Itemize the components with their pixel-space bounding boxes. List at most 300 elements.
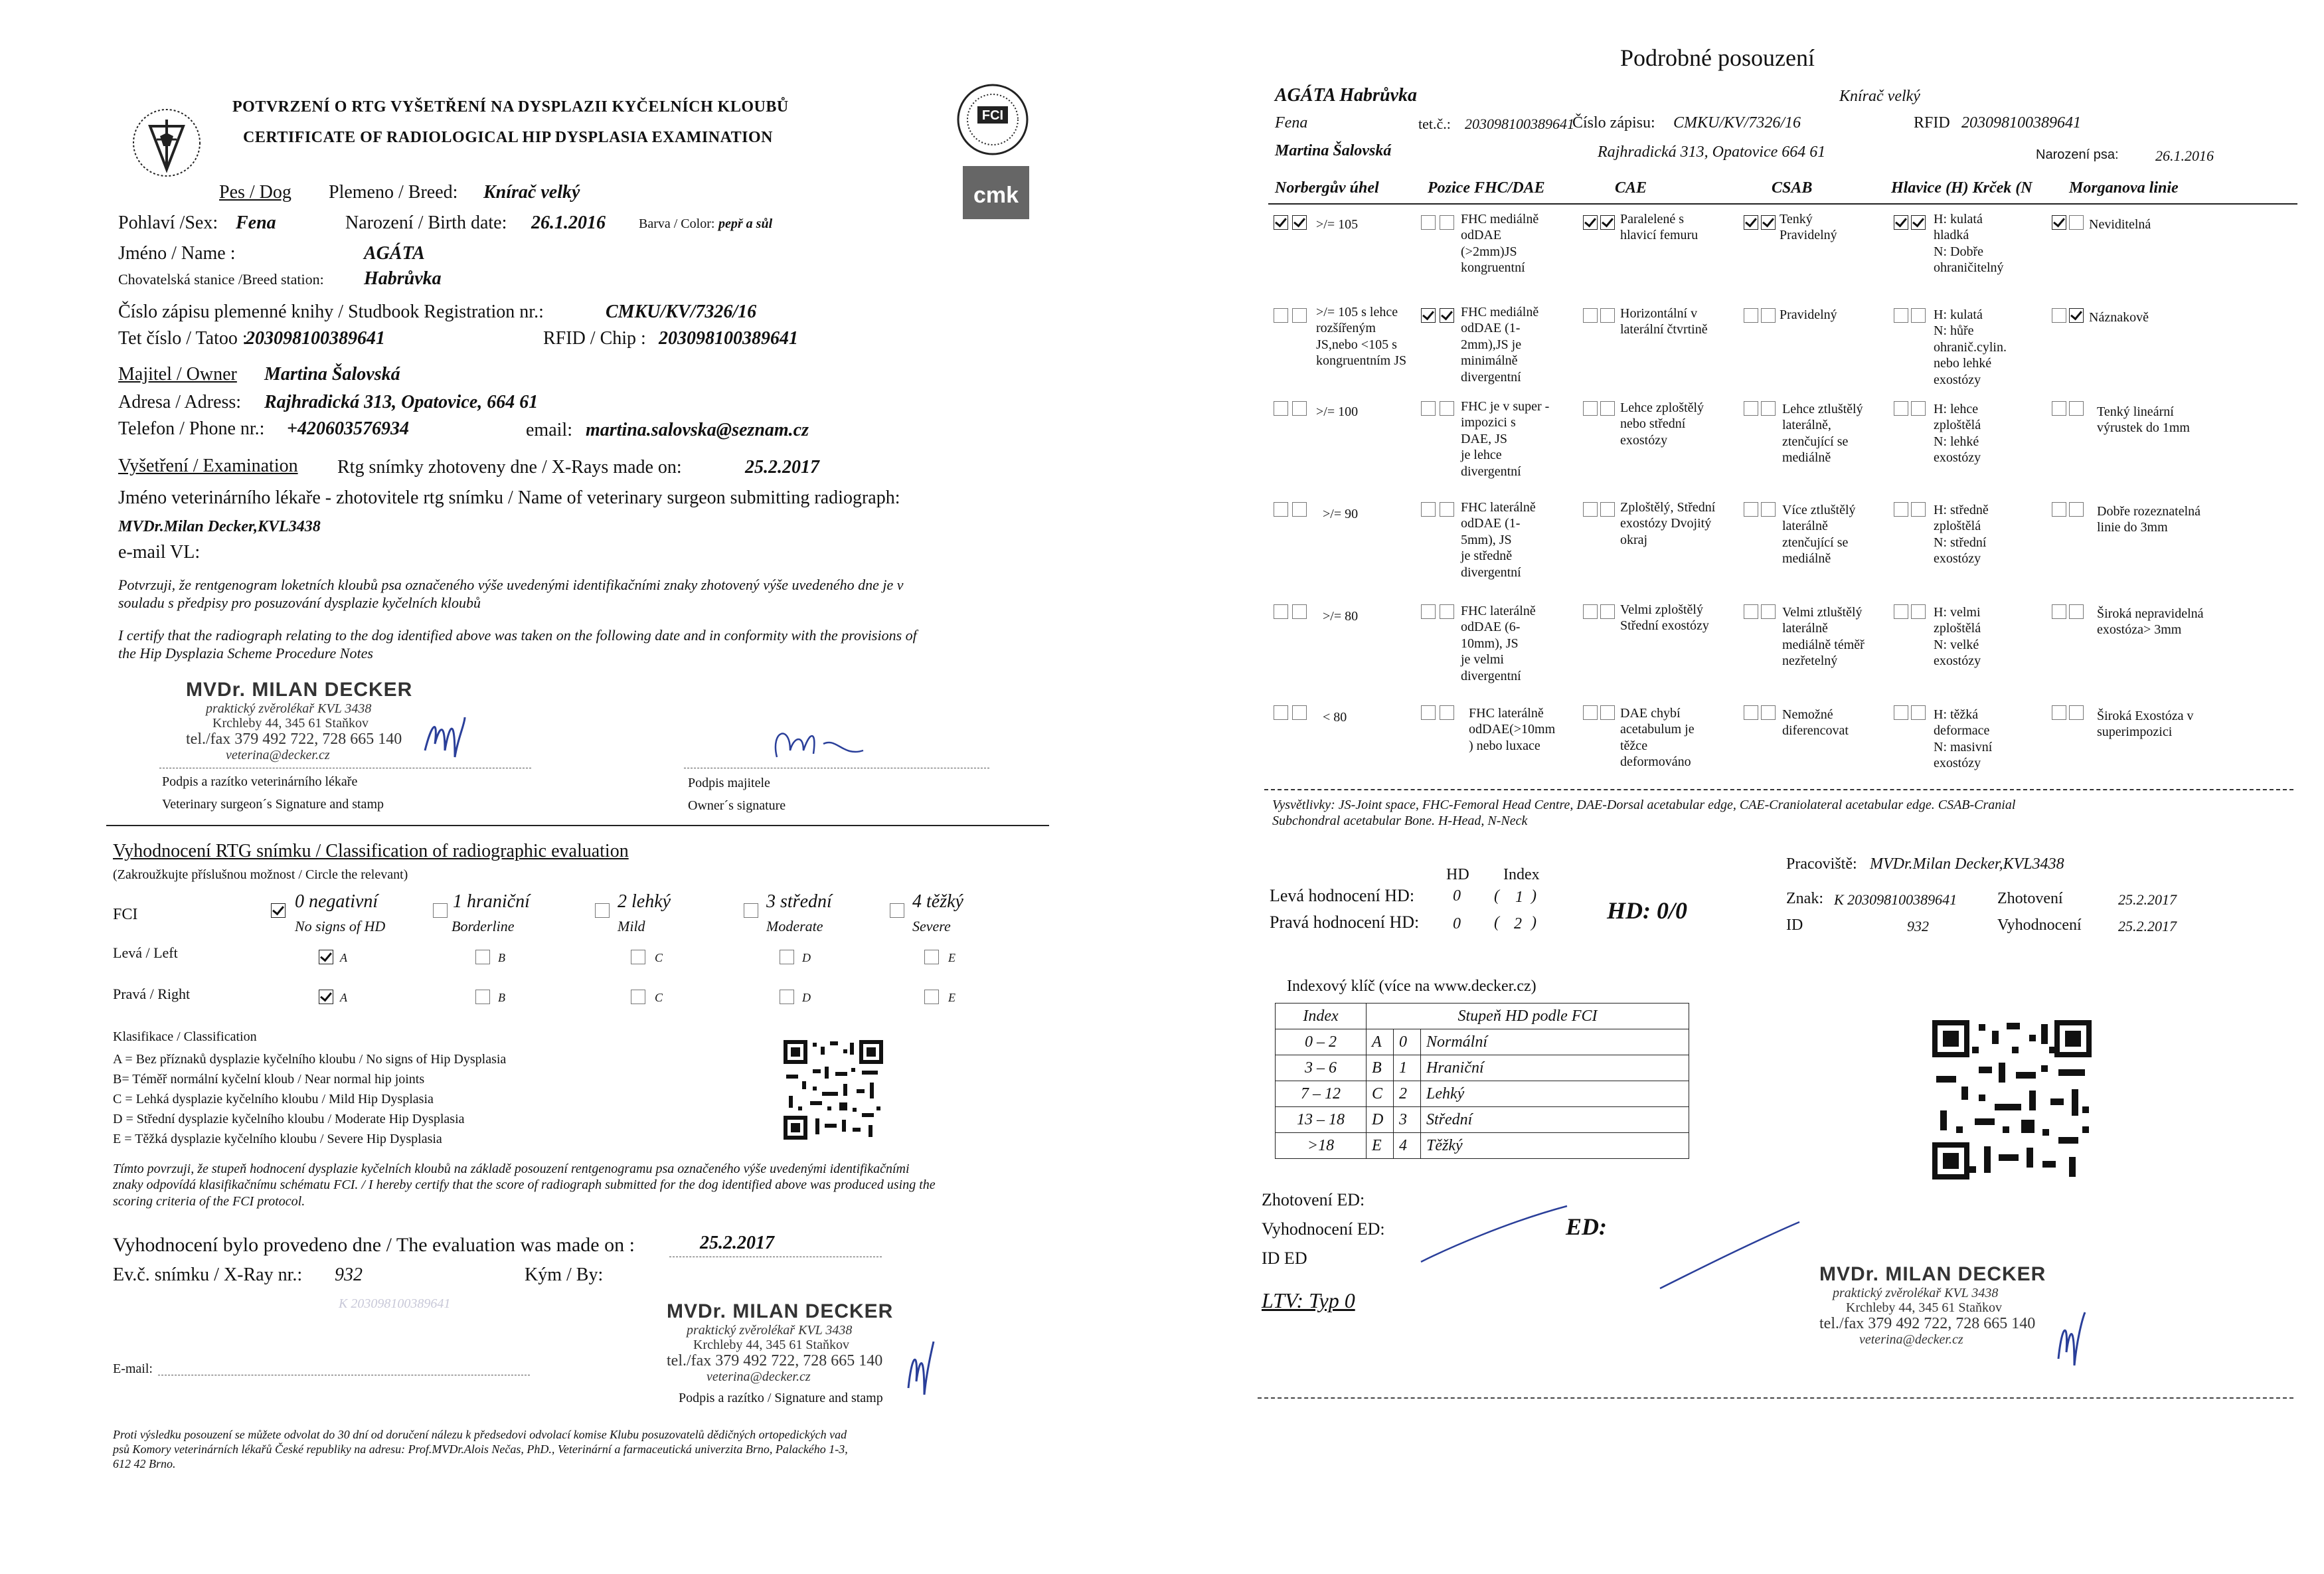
- right-index-value: 2: [1514, 915, 1522, 932]
- legend-rule: [1264, 789, 2293, 790]
- norberg-1-checkbox[interactable]: [1274, 604, 1288, 619]
- id-value: 932: [1907, 918, 1929, 934]
- grade-0-en: No signs of HD: [295, 918, 386, 934]
- phone-label: Telefon / Phone nr.:: [118, 418, 265, 439]
- workplace-label: Pracoviště:: [1786, 855, 1857, 873]
- left-mark-a: A: [340, 951, 347, 964]
- fhc-text: FHC laterálně odDAE(>10mm ) nebo luxace: [1469, 706, 1556, 753]
- vet-signature-right-icon: [2052, 1306, 2098, 1379]
- vet-label: Jméno veterinárního lékaře - zhotovitele rtg snímku / Name of veterinary surgeon submitting radiograph:: [118, 487, 900, 508]
- tet-label: tet.č.:: [1418, 116, 1451, 132]
- zhotoveni-label: Zhotovení: [1997, 890, 2063, 907]
- owner-sig-en: Owner´s signature: [688, 798, 786, 813]
- morgan-text: Tenký lineární výrustek do 1mm: [2097, 404, 2190, 436]
- col-fhc: Pozice FHC/DAE: [1428, 179, 1545, 197]
- vet-sig-cz: Podpis a razítko veterinárního lékaře: [162, 774, 358, 789]
- ltv-value: LTV: Typ 0: [1262, 1288, 1355, 1312]
- grade-2-cz: 2 lehký: [618, 891, 671, 912]
- fhc-1-checkbox[interactable]: [1421, 705, 1436, 720]
- fhc-2-checkbox[interactable]: [1440, 308, 1454, 323]
- col-head: Hlavice (H) Krček (N: [1891, 179, 2033, 197]
- left-mark-c: C: [655, 951, 663, 964]
- fci-label: FCI: [113, 906, 138, 923]
- fhc-text: FHC laterálně odDAE (6- 10mm), JS je velmi divergentní: [1461, 604, 1536, 683]
- table-cell: Normální: [1421, 1029, 1689, 1055]
- footer-appeal: Proti výsledku posouzení se můžete odvolat do 30 dní od doručení nálezu k předsedovi odvolací komise Klubu posuzovatelů dědičných ortopedických vad psů Komory veterinárních lékařů České republiky na adresu: Prof.MVDr.Alois Nečas, PhD., Veterinární a farmaceutická univerzita Brno, Palackého 1-3, 612 42 Brno.: [113, 1428, 848, 1470]
- vet-stamp-2: MVDr. MILAN DECKER praktický zvěrolékař KVL 3438 Krchleby 44, 345 61 Staňkov tel./fax 379 492 722, 728 665 140 veterina@decker.cz: [667, 1300, 894, 1385]
- studbook-label: Číslo zápisu plemenné knihy / Studbook Registration nr.:: [118, 302, 544, 322]
- header-rule: [1268, 203, 2297, 205]
- cae-text: Velmi zploštělý Střední exostózy: [1620, 602, 1709, 634]
- vet-stamp-right: MVDr. MILAN DECKER praktický zvěrolékař KVL 3438 Krchleby 44, 345 61 Staňkov tel./fax 379 492 722, 728 665 140 veterina@decker.cz: [1819, 1263, 2046, 1348]
- left-mark-e: E: [948, 951, 955, 964]
- table-cell: E: [1367, 1133, 1394, 1159]
- name-value: AGÁTA: [364, 243, 425, 264]
- vyhodnoceni-value: 25.2.2017: [2118, 918, 2177, 934]
- breed-label: Plemeno / Breed:: [329, 182, 458, 203]
- rfid-label-right: RFID: [1914, 114, 1950, 131]
- norberg-2-checkbox[interactable]: [1292, 401, 1307, 416]
- owner-address: Rajhradická 313, Opatovice 664 61: [1598, 143, 1826, 161]
- hd-header: HD: [1446, 866, 1469, 883]
- grade-3-cz: 3 střední: [766, 891, 832, 912]
- table-cell: 3: [1394, 1107, 1421, 1133]
- table-cell: C: [1367, 1081, 1394, 1107]
- fhc-2-checkbox[interactable]: [1440, 401, 1454, 416]
- faded-number: K 203098100389641: [339, 1296, 451, 1311]
- right-index-open: (: [1494, 914, 1499, 931]
- table-cell: 1: [1394, 1055, 1421, 1081]
- cae-1-checkbox[interactable]: [1583, 308, 1598, 323]
- grade-4-cz: 4 těžký: [912, 891, 963, 912]
- cae-text: Horizontální v laterální čtvrtině: [1620, 306, 1708, 337]
- owner-signature-icon: [764, 717, 883, 770]
- csab-1-checkbox[interactable]: [1744, 604, 1758, 619]
- morgan-text: Náznakově: [2089, 310, 2149, 325]
- left-mark-e-checkbox[interactable]: [924, 950, 939, 964]
- email-label: email:: [526, 420, 572, 440]
- col-cae: CAE: [1615, 179, 1647, 197]
- rfid-label: RFID / Chip :: [543, 328, 646, 349]
- owner-value: Martina Šalovská: [264, 364, 400, 385]
- tattoo-value: 203098100389641: [246, 328, 385, 349]
- head-2-checkbox[interactable]: [1911, 401, 1926, 416]
- cae-2-checkbox[interactable]: [1600, 401, 1615, 416]
- birth-label: Narození / Birth date:: [345, 213, 507, 233]
- phone-value: +420603576934: [287, 418, 409, 439]
- table-cell: D: [1367, 1107, 1394, 1133]
- fhc-1-checkbox[interactable]: [1421, 401, 1436, 416]
- left-mark-b-checkbox[interactable]: [475, 950, 490, 964]
- morgan-2-checkbox[interactable]: [2069, 502, 2084, 517]
- head-2-checkbox[interactable]: [1911, 705, 1926, 720]
- left-index-value: 1: [1515, 889, 1523, 906]
- fhc-2-checkbox[interactable]: [1440, 215, 1454, 230]
- cmku-logo-icon: [963, 166, 1029, 219]
- fhc-text: FHC mediálně odDAE (1- 2mm),JS je minimálně divergentní: [1461, 305, 1539, 385]
- fhc-2-checkbox[interactable]: [1440, 502, 1454, 517]
- morgan-2-checkbox[interactable]: [2069, 308, 2084, 323]
- csab-1-checkbox[interactable]: [1744, 308, 1758, 323]
- col-csab: CSAB: [1772, 179, 1813, 197]
- head-text: H: lehce zploštělá N: lehké exostózy: [1934, 402, 1981, 466]
- kvl-logo-icon: [130, 106, 203, 179]
- vet-stamp: MVDr. MILAN DECKER praktický zvěrolékař KVL 3438 Krchleby 44, 345 61 Staňkov tel./fax 379 492 722, 728 665 140 veterina@decker.cz: [186, 679, 413, 763]
- morgan-text: Široká Exostóza v superimpozici: [2097, 709, 2194, 740]
- sex-value: Fena: [236, 213, 276, 233]
- vet-signature-icon: [418, 704, 471, 770]
- email-value: martina.salovska@seznam.cz: [586, 420, 809, 440]
- table-cell: 0: [1394, 1029, 1421, 1055]
- left-mark-b: B: [498, 951, 505, 964]
- svg-text:cmk: cmk: [973, 183, 1019, 208]
- table-cell: 7 – 12: [1276, 1081, 1367, 1107]
- studbook-value-right: CMKU/KV/7326/16: [1673, 114, 1801, 131]
- table-cell: 4: [1394, 1133, 1421, 1159]
- xray-nr-value: 932: [335, 1265, 363, 1285]
- exam-section-label: Vyšetření / Examination: [118, 456, 298, 476]
- address-label: Adresa / Adress:: [118, 392, 242, 412]
- xray-date-label: Rtg snímky zhotoveny dne / X-Rays made on:: [337, 457, 682, 478]
- id-ed-label: ID ED: [1262, 1249, 1307, 1268]
- norberg-1-checkbox[interactable]: [1274, 401, 1288, 416]
- left-mark-d: D: [802, 951, 811, 964]
- tet-value: 203098100389641: [1465, 116, 1574, 132]
- norberg-2-checkbox[interactable]: [1292, 308, 1307, 323]
- email2-label: E-mail:: [113, 1361, 153, 1376]
- csab-text: Lehce ztluštělý laterálně, ztenčující se mediálně: [1782, 402, 1863, 466]
- hd-total: HD: 0/0: [1607, 897, 1687, 924]
- table-cell: 13 – 18: [1276, 1107, 1367, 1133]
- cae-2-checkbox[interactable]: [1600, 308, 1615, 323]
- grade-2-checkbox[interactable]: [595, 903, 610, 918]
- csab-text: Nemožné diferencovat: [1782, 707, 1849, 739]
- eval-date-label: Vyhodnocení bylo provedeno dne / The evaluation was made on :: [113, 1234, 635, 1256]
- dog-sex: Fena: [1275, 114, 1308, 131]
- norberg-1-checkbox[interactable]: [1274, 215, 1288, 230]
- fhc-1-checkbox[interactable]: [1421, 215, 1436, 230]
- ed-strikethrough-icon: [1408, 1202, 1806, 1295]
- morgan-2-checkbox[interactable]: [2069, 604, 2084, 619]
- grade-header-cell: Stupeň HD podle FCI: [1367, 1004, 1689, 1029]
- studbook-value: CMKU/KV/7326/16: [606, 302, 757, 322]
- znak-value: K 203098100389641: [1834, 891, 1957, 908]
- grade-1-en: Borderline: [452, 918, 515, 934]
- table-row: [1276, 1133, 1689, 1159]
- table-cell: 0 – 2: [1276, 1029, 1367, 1055]
- head-text: H: kulatá N: hůře ohranič.cylin. nebo lehké exostózy: [1934, 307, 2007, 387]
- email-vl-label: e-mail VL:: [118, 542, 201, 563]
- cae-2-checkbox[interactable]: [1600, 502, 1615, 517]
- xray-nr-label: Ev.č. snímku / X-Ray nr.:: [113, 1265, 303, 1285]
- xray-date-value: 25.2.2017: [745, 457, 819, 478]
- right-mark-a-checkbox[interactable]: [319, 990, 333, 1004]
- znak-label: Znak:: [1786, 890, 1823, 907]
- qr-code-right-icon: [1932, 1020, 2092, 1180]
- morgan-1-checkbox[interactable]: [2052, 705, 2066, 720]
- workplace-value: MVDr.Milan Decker,KVL3438: [1870, 855, 2064, 873]
- head-1-checkbox[interactable]: [1894, 705, 1908, 720]
- cae-text: DAE chybí acetabulum je těžce deformováno: [1620, 706, 1695, 770]
- col-norberg: Norbergův úhel: [1275, 179, 1379, 197]
- index-key-table: [1275, 1003, 1689, 1159]
- circle-note: (Zakroužkujte příslušnou možnost / Circle the relevant): [113, 867, 408, 882]
- grade-4-checkbox[interactable]: [890, 903, 904, 918]
- left-hd-value: 0: [1453, 887, 1461, 905]
- legend-text: Vysvětlivky: JS-Joint space, FHC-Femoral Head Centre, DAE-Dorsal acetabular edge, CAE-Craniolateral acetabular edge. CSAB-Cranial Subchondral acetabular Bone. H-Head, N-Neck: [1272, 798, 2016, 829]
- right-mark-c-checkbox[interactable]: [631, 990, 645, 1004]
- title-cz: POTVRZENÍ O RTG VYŠETŘENÍ NA DYSPLAZII KYČELNÍCH KLOUBŮ: [232, 98, 789, 116]
- right-mark-c: C: [655, 991, 663, 1004]
- head-text: H: těžká deformace N: masivní exostózy: [1934, 707, 1993, 771]
- right-mark-b: B: [498, 991, 505, 1004]
- norberg-text: >/= 90: [1323, 507, 1359, 521]
- norberg-1-checkbox[interactable]: [1274, 705, 1288, 720]
- csab-1-checkbox[interactable]: [1744, 502, 1758, 517]
- birth-value: 26.1.2016: [531, 213, 606, 233]
- csab-2-checkbox[interactable]: [1761, 502, 1776, 517]
- table-cell: Těžký: [1421, 1133, 1689, 1159]
- studbook-label-right: Číslo zápisu:: [1572, 114, 1655, 131]
- csab-text: Pravidelný: [1780, 307, 1837, 322]
- cae-1-checkbox[interactable]: [1583, 705, 1598, 720]
- head-2-checkbox[interactable]: [1911, 604, 1926, 619]
- grade-1-cz: 1 hraniční: [453, 891, 530, 912]
- csab-1-checkbox[interactable]: [1744, 401, 1758, 416]
- norberg-text: >/= 105 s lehce rozšířeným JS,nebo <105 s kongruentním JS: [1316, 305, 1407, 369]
- right-side-label: Pravá / Right: [113, 986, 191, 1002]
- table-row: [1276, 1055, 1689, 1081]
- owner-sig-cz: Podpis majitele: [688, 776, 770, 790]
- norberg-1-checkbox[interactable]: [1274, 308, 1288, 323]
- left-mark-a-checkbox[interactable]: [319, 950, 333, 964]
- vet-value: MVDr.Milan Decker,KVL3438: [118, 518, 321, 535]
- grade-3-en: Moderate: [766, 918, 823, 934]
- cae-2-checkbox[interactable]: [1600, 604, 1615, 619]
- norberg-2-checkbox[interactable]: [1292, 604, 1307, 619]
- eval-date-value: 25.2.2017: [700, 1233, 774, 1253]
- norberg-1-checkbox[interactable]: [1274, 502, 1288, 517]
- head-2-checkbox[interactable]: [1911, 308, 1926, 323]
- right-mark-a: A: [340, 991, 347, 1004]
- grade-0-cz: 0 negativní: [295, 891, 378, 912]
- csab-2-checkbox[interactable]: [1761, 604, 1776, 619]
- morgan-1-checkbox[interactable]: [2052, 215, 2066, 230]
- fhc-2-checkbox[interactable]: [1440, 604, 1454, 619]
- by-label: Kým / By:: [525, 1265, 604, 1285]
- left-hd-label: Levá hodnocení HD:: [1270, 886, 1415, 905]
- table-cell: 2: [1394, 1081, 1421, 1107]
- birth-label-right: Narození psa:: [2036, 147, 2119, 162]
- rfid-value: 203098100389641: [659, 328, 798, 349]
- cae-2-checkbox[interactable]: [1600, 705, 1615, 720]
- right-mark-b-checkbox[interactable]: [475, 990, 490, 1004]
- head-1-checkbox[interactable]: [1894, 502, 1908, 517]
- norberg-text: >/= 80: [1323, 609, 1359, 624]
- owner-section-label: Majitel / Owner: [118, 364, 237, 385]
- head-1-checkbox[interactable]: [1894, 215, 1908, 230]
- index-table-header: [1276, 1004, 1689, 1029]
- table-cell: A: [1367, 1029, 1394, 1055]
- certify-text: Tímto povrzuji, že stupeň hodnocení dysplazie kyčelních kloubů na základě posouzení rentgenogramu psa označeného výše uvedenými identifikačními znaky odpovídá klasifikačnímu schématu FCI. / I hereby certify that the score of radiograph submitted for the dog identified above was produced using the scoring criteria of the FCI protocol.: [113, 1162, 936, 1209]
- bottom-rule: [1258, 1397, 2293, 1399]
- table-cell: B: [1367, 1055, 1394, 1081]
- norberg-2-checkbox[interactable]: [1292, 705, 1307, 720]
- norberg-text: >/= 105: [1316, 217, 1359, 232]
- cae-1-checkbox[interactable]: [1583, 604, 1598, 619]
- dog-breed: Knírač velký: [1839, 88, 1920, 105]
- cae-1-checkbox[interactable]: [1583, 401, 1598, 416]
- csab-1-checkbox[interactable]: [1744, 215, 1758, 230]
- qr-code-icon: [784, 1040, 883, 1140]
- right-index-close: ): [1531, 914, 1536, 931]
- classification-line: A = Bez příznaků dysplazie kyčelního kloubu / No signs of Hip Dysplasia: [113, 1052, 507, 1067]
- fhc-2-checkbox[interactable]: [1440, 705, 1454, 720]
- head-text: H: středně zploštělá N: střední exostózy: [1934, 503, 1989, 567]
- grade-3-checkbox[interactable]: [744, 903, 758, 918]
- ed-label: ED:: [1566, 1213, 1607, 1240]
- left-side-label: Levá / Left: [113, 944, 178, 961]
- cae-1-checkbox[interactable]: [1583, 215, 1598, 230]
- morgan-2-checkbox[interactable]: [2069, 705, 2084, 720]
- breed-value: Knírač velký: [483, 182, 580, 203]
- vet-sig-en: Veterinary surgeon´s Signature and stamp: [162, 797, 384, 812]
- vet-signature-2-icon: [902, 1335, 942, 1408]
- csab-1-checkbox[interactable]: [1744, 705, 1758, 720]
- dog-section-label: Pes / Dog: [219, 182, 291, 203]
- morgan-1-checkbox[interactable]: [2052, 604, 2066, 619]
- csab-2-checkbox[interactable]: [1761, 308, 1776, 323]
- confirm-en: I certify that the radiograph relating to the dog identified above was taken on the following date and in conformity with the provisions of the Hip Dysplazia Scheme Procedure Notes: [118, 627, 917, 661]
- fhc-text: FHC je v super - impozici s DAE, JS je lehce divergentní: [1461, 399, 1550, 479]
- classification-line: C = Lehká dysplazie kyčelního kloubu / Mild Hip Dysplasia: [113, 1092, 434, 1106]
- table-cell: Lehký: [1421, 1081, 1689, 1107]
- zhotoveni-value: 25.2.2017: [2118, 891, 2177, 908]
- morgan-1-checkbox[interactable]: [2052, 502, 2066, 517]
- table-row: [1276, 1081, 1689, 1107]
- head-1-checkbox[interactable]: [1894, 401, 1908, 416]
- norberg-2-checkbox[interactable]: [1292, 215, 1307, 230]
- table-cell: >18: [1276, 1133, 1367, 1159]
- norberg-text: < 80: [1323, 710, 1347, 725]
- morgan-text: Dobře rozeznatelná linie do 3mm: [2097, 504, 2201, 535]
- svg-text:FCI: FCI: [981, 108, 1004, 123]
- address-value: Rajhradická 313, Opatovice, 664 61: [264, 392, 539, 412]
- fhc-text: FHC laterálně odDAE (1- 5mm), JS je středně divergentní: [1461, 500, 1536, 580]
- sex-label: Pohlaví /Sex:: [118, 213, 218, 233]
- dog-name: AGÁTA Habrůvka: [1275, 85, 1417, 106]
- right-hd-label: Pravá hodnocení HD:: [1270, 913, 1420, 932]
- fci-logo-icon: [956, 80, 1029, 159]
- head-2-checkbox[interactable]: [1911, 502, 1926, 517]
- morgan-1-checkbox[interactable]: [2052, 401, 2066, 416]
- csab-2-checkbox[interactable]: [1761, 705, 1776, 720]
- csab-2-checkbox[interactable]: [1761, 215, 1776, 230]
- table-cell: Hraniční: [1421, 1055, 1689, 1081]
- section-divider: [106, 825, 1049, 826]
- name-label: Jméno / Name :: [118, 243, 236, 264]
- cae-1-checkbox[interactable]: [1583, 502, 1598, 517]
- index-header: Index: [1503, 866, 1540, 883]
- classification-line: E = Těžká dysplazie kyčelního kloubu / Severe Hip Dysplasia: [113, 1132, 442, 1146]
- norberg-2-checkbox[interactable]: [1292, 502, 1307, 517]
- table-row: [1276, 1107, 1689, 1133]
- norberg-text: >/= 100: [1316, 404, 1359, 419]
- right-mark-d: D: [802, 991, 811, 1004]
- morgan-2-checkbox[interactable]: [2069, 215, 2084, 230]
- head-2-checkbox[interactable]: [1911, 215, 1926, 230]
- cae-text: Lehce zploštělý nebo střední exostózy: [1620, 400, 1704, 448]
- color-value: pepř a sůl: [718, 217, 773, 231]
- cae-text: Paralelené s hlavicí femuru: [1620, 212, 1699, 243]
- station-label: Chovatelská stanice /Breed station:: [118, 271, 324, 288]
- morgan-2-checkbox[interactable]: [2069, 401, 2084, 416]
- table-cell: 3 – 6: [1276, 1055, 1367, 1081]
- tattoo-label: Tet číslo / Tatoo :: [118, 328, 248, 349]
- col-morgan: Morganova linie: [2069, 179, 2179, 197]
- csab-text: Velmi ztluštělý laterálně mediálně téměř nezřetelný: [1782, 605, 1865, 669]
- head-1-checkbox[interactable]: [1894, 604, 1908, 619]
- head-text: H: velmi zploštělá N: velké exostózy: [1934, 605, 1981, 669]
- grade-2-en: Mild: [618, 918, 645, 934]
- csab-text: Tenký Pravidelný: [1780, 212, 1837, 243]
- owner-name: Martina Šalovská: [1275, 142, 1392, 159]
- station-value: Habrůvka: [364, 268, 442, 289]
- head-1-checkbox[interactable]: [1894, 308, 1908, 323]
- fhc-text: FHC mediálně odDAE (>2mm)JS kongruentní: [1461, 212, 1539, 276]
- morgan-text: Široká nepravidelná exostóza> 3mm: [2097, 606, 2204, 638]
- vyhodnoceni-label: Vyhodnocení: [1997, 917, 2082, 934]
- classification-line: B= Téměř normální kyčelní kloub / Near normal hip joints: [113, 1072, 425, 1087]
- eval-section-label: Vyhodnocení RTG snímku / Classification of radiographic evaluation: [113, 841, 629, 861]
- index-header-cell: Index: [1276, 1004, 1367, 1029]
- fhc-1-checkbox[interactable]: [1421, 308, 1436, 323]
- right-hd-value: 0: [1453, 915, 1461, 932]
- left-mark-d-checkbox[interactable]: [780, 950, 794, 964]
- stamp-signature-label: Podpis a razítko / Signature and stamp: [679, 1391, 883, 1405]
- left-index-close: ): [1531, 887, 1536, 905]
- classification-title: Klasifikace / Classification: [113, 1029, 257, 1044]
- rfid-value-right: 203098100389641: [1961, 114, 2081, 131]
- index-key-title: Indexový klíč (více na www.decker.cz): [1287, 978, 1536, 995]
- table-row: [1276, 1029, 1689, 1055]
- head-text: H: kulatá hladká N: Dobře ohraničitelný: [1934, 212, 2004, 276]
- fhc-1-checkbox[interactable]: [1421, 604, 1436, 619]
- id-label: ID: [1786, 917, 1803, 934]
- left-index-open: (: [1494, 887, 1499, 905]
- ed-made-label: Zhotovení ED:: [1262, 1190, 1365, 1209]
- morgan-1-checkbox[interactable]: [2052, 308, 2066, 323]
- right-mark-e-checkbox[interactable]: [924, 990, 939, 1004]
- assessment-title: Podrobné posouzení: [1620, 44, 1815, 71]
- color-label: Barva / Color:: [639, 217, 715, 231]
- confirm-cz: Potvrzuji, že rentgenogram loketních kloubů psa označeného výše uvedenými identifikačními znaky zhotovený výše uvedeného dne je v souladu s předpisy pro posuzování dysplazie kyčelních kloubů: [118, 576, 904, 611]
- cae-2-checkbox[interactable]: [1600, 215, 1615, 230]
- fhc-1-checkbox[interactable]: [1421, 502, 1436, 517]
- classification-line: D = Střední dysplazie kyčelního kloubu / Moderate Hip Dysplasia: [113, 1112, 465, 1126]
- right-mark-e: E: [948, 991, 955, 1004]
- csab-2-checkbox[interactable]: [1761, 401, 1776, 416]
- right-mark-d-checkbox[interactable]: [780, 990, 794, 1004]
- grade-4-en: Severe: [912, 918, 951, 934]
- grade-0-checkbox[interactable]: [271, 903, 286, 918]
- birth-value-right: 26.1.2016: [2155, 147, 2214, 164]
- grade-1-checkbox[interactable]: [433, 903, 448, 918]
- title-en: CERTIFICATE OF RADIOLOGICAL HIP DYSPLASIA EXAMINATION: [243, 129, 773, 146]
- table-cell: Střední: [1421, 1107, 1689, 1133]
- left-mark-c-checkbox[interactable]: [631, 950, 645, 964]
- csab-text: Více ztluštělý laterálně ztenčující se mediálně: [1782, 503, 1856, 567]
